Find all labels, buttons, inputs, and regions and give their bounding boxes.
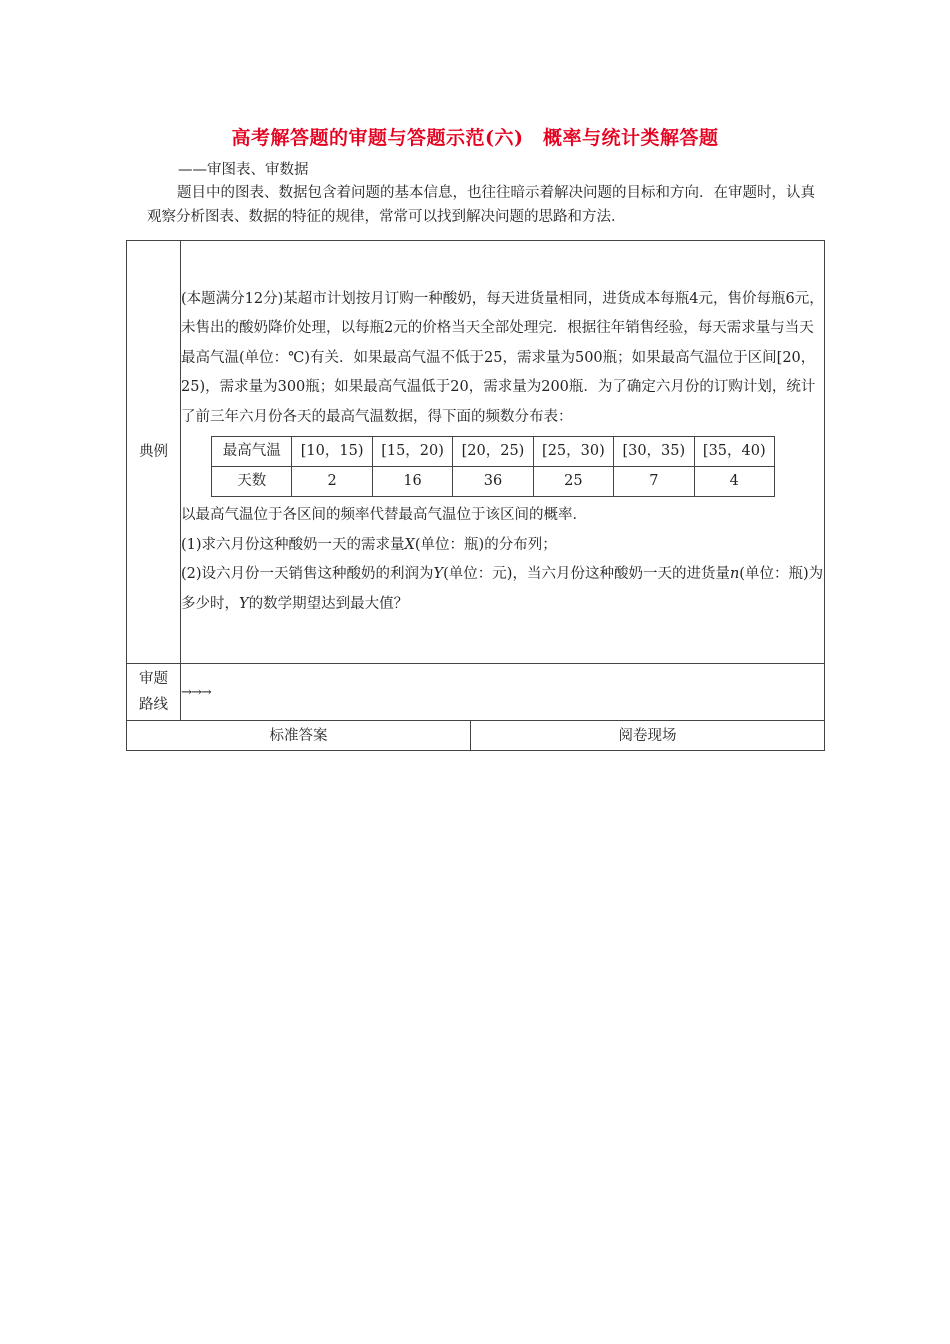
standard-answer-header: 标准答案 (127, 721, 471, 751)
question-1: (1)求六月份这种酸奶一天的需求量X(单位：瓶)的分布列； (181, 536, 557, 553)
frequency-table (211, 436, 775, 497)
page-subtitle: ——审图表、审数据 (178, 162, 309, 178)
freq-interval: [35，40) (694, 437, 774, 467)
freq-header-temp: 最高气温 (212, 437, 292, 467)
example-problem (181, 241, 825, 664)
freq-count: 16 (372, 467, 452, 497)
page-title: 高考解答题的审题与答题示范(六) 概率与统计类解答题 (231, 127, 719, 149)
route-label: 审题 路线 (127, 664, 181, 721)
variable-y: Y (433, 566, 444, 583)
freq-count: 4 (694, 467, 774, 497)
freq-interval: [30，35) (614, 437, 694, 467)
freq-interval: [10，15) (292, 437, 372, 467)
problem-text: (本题满分12分)某超市计划按月订购一种酸奶，每天进货量相同，进货成本每瓶4元，售价每瓶6元，未售出的酸奶降价处理，以每瓶2元的价格当天全部处理完．根据往年销售经验，每天需求量与当天最高气温(单位：℃)有关．如果最高气温不低于25，需求量为500瓶；如果最高气温位于区间[20，25)，需求量为300瓶；如果最高气温低于20，需求量为200瓶．为了确定六月份的订购计划，统计了前三年六月份各天的最高气温数据，得下面的频数分布表： (181, 290, 824, 425)
question-2: (2)设六月份一天销售这种酸奶的利润为Y(单位：元)，当六月份这种酸奶一天的进货量n(单位：瓶)为多少时，Y的数学期望达到最大值？ (181, 566, 824, 612)
freq-interval: [25，30) (533, 437, 613, 467)
freq-header-days: 天数 (212, 467, 292, 497)
freq-interval: [15，20) (372, 437, 452, 467)
variable-n: n (729, 566, 740, 583)
freq-count: 25 (533, 467, 613, 497)
freq-count: 2 (292, 467, 372, 497)
variable-y: Y (239, 595, 249, 612)
intro-paragraph: 题目中的图表、数据包含着问题的基本信息，也往往暗示着解决问题的目标和方向．在审题时，认真观察分析图表、数据的特征的规律，常常可以找到解决问题的思路和方法． (147, 185, 815, 225)
freq-interval: [20，25) (453, 437, 533, 467)
variable-x: X (404, 536, 415, 553)
route-arrows: →→→ (181, 664, 825, 721)
grading-scene-header: 阅卷现场 (471, 721, 825, 751)
example-frame (126, 240, 825, 751)
example-label: 典例 (127, 241, 181, 664)
probability-note: 以最高气温位于各区间的频率代替最高气温位于该区间的概率． (181, 507, 587, 524)
freq-count: 36 (453, 467, 533, 497)
freq-count: 7 (614, 467, 694, 497)
